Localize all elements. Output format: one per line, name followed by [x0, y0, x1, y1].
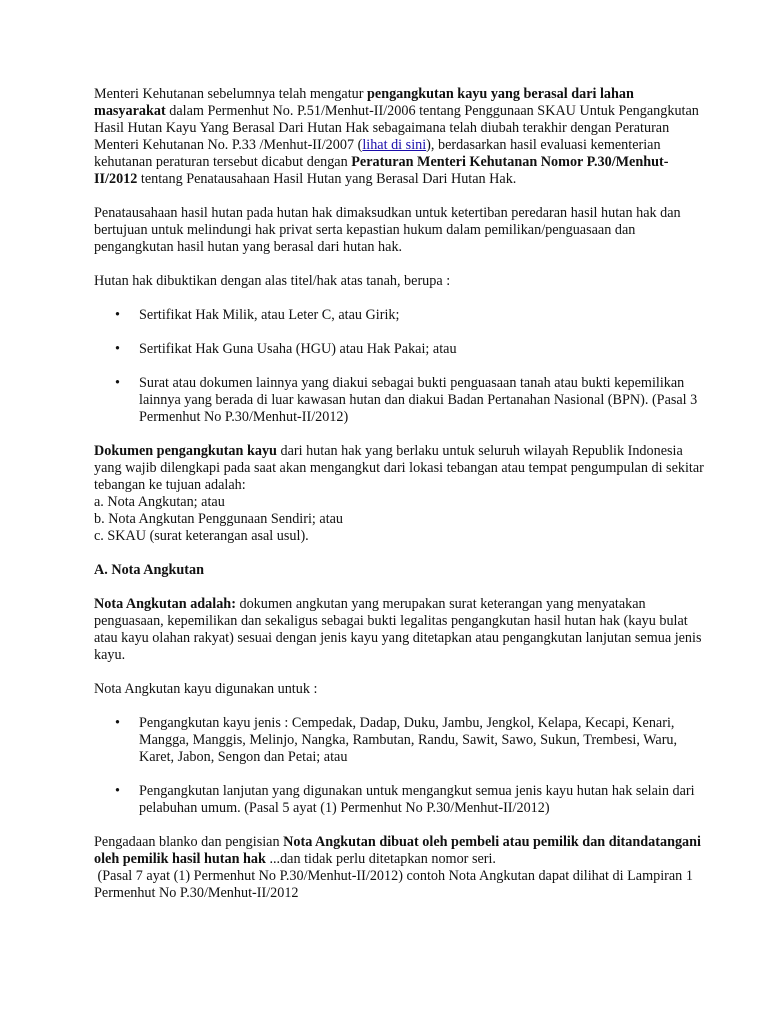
paragraph-nota-definition [94, 596, 704, 664]
bold-text: pengangkutan kayu yang berasal dari lahan masyarakat [94, 86, 634, 119]
bold-text: Dokumen pengangkutan kayu [94, 443, 277, 459]
list-item-text: Sertifikat Hak Guna Usaha (HGU) atau Hak Pakai; atau [139, 341, 457, 357]
list-item-text: Pengangkutan kayu jenis : Cempedak, Dadap, Duku, Jambu, Jengkol, Kelapa, Kecapi, Kenari, Mangga, Manggis, Melinjo, Nangka, Rambutan, Randu, Sawit, Sawo, Sukun, Trembesi, Waru, Karet, Jabon, Sengon dan Petai; atau [139, 715, 678, 765]
list-item [94, 307, 704, 324]
land-title-list [94, 307, 704, 426]
paragraph-hutan-hak: Hutan hak dibuktikan dengan alas titel/hak atas tanah, berupa : [94, 273, 451, 289]
list-item [94, 715, 704, 766]
bold-text: Nota Angkutan dibuat oleh pembeli atau pemilik dan ditandatangani oleh pemilik hasil hutan hak [94, 834, 701, 867]
nota-usage-list [94, 715, 704, 817]
list-item-text: Sertifikat Hak Milik, atau Leter C, atau Girik; [139, 307, 400, 323]
section-heading: A. Nota Angkutan [94, 562, 204, 578]
bullet-icon: • [115, 375, 120, 391]
bold-text: Peraturan Menteri Kehutanan Nomor P.30/Menhut-II/2012 [94, 154, 669, 187]
see-here-link[interactable]: lihat di sini [362, 137, 427, 153]
paragraph-nota-usage: Nota Angkutan kayu digunakan untuk : [94, 681, 318, 697]
document-option: a. Nota Angkutan; atau [94, 494, 225, 510]
list-item [94, 783, 704, 817]
paragraph-penatausahaan: Penatausahaan hasil hutan pada hutan hak dimaksudkan untuk ketertiban peredaran hasil hutan hak dan bertujuan untuk melindungi hak privat serta kepastian hukum dalam pemilikan/penguasaan dan pengangkutan hasil hutan yang berasal dari hutan hak. [94, 205, 681, 255]
text: Pengadaan blanko dan pengisian [94, 834, 284, 850]
list-item [94, 375, 704, 426]
paragraph-intro [94, 86, 704, 188]
list-item [94, 341, 704, 358]
bold-text: Nota Angkutan adalah: [94, 596, 236, 612]
bullet-icon: • [115, 783, 120, 799]
document-option: c. SKAU (surat keterangan asal usul). [94, 528, 309, 544]
text: ), berdasarkan hasil evaluasi kementerian kehutanan peraturan tersebut dicabut dengan [94, 137, 661, 170]
text: (Pasal 7 ayat (1) Permenhut No P.30/Menhut-II/2012) contoh Nota Angkutan dapat dilihat di Lampiran 1 Permenhut No P.30/Menhut-II/2012 [94, 868, 697, 901]
list-item-text: Surat atau dokumen lainnya yang diakui sebagai bukti penguasaan tanah atau bukti kepemilikan lainnya yang berada di luar kawasan hutan dan diakui Badan Pertanahan Nasional (BPN). (Pasal 3 Permenhut No P.30/Menhut-II/2012) [139, 375, 698, 425]
document-option: b. Nota Angkutan Penggunaan Sendiri; atau [94, 511, 344, 527]
text: dari hutan hak yang berlaku untuk seluruh wilayah Republik Indonesia yang wajib dilengkapi pada saat akan mengangkut dari lokasi tebangan atau tempat pengumpulan di sekitar tebangan ke tujuan adalah: [94, 443, 704, 493]
bullet-icon: • [115, 715, 120, 731]
text: tentang Penatausahaan Hasil Hutan yang Berasal Dari Hutan Hak. [137, 171, 517, 187]
text: ...dan tidak perlu ditetapkan nomor seri. [265, 851, 496, 867]
bullet-icon: • [115, 341, 120, 357]
text: dalam Permenhut No. P.51/Menhut-II/2006 tentang Penggunaan SKAU Untuk Pengangkutan Hasil Hutan Kayu Yang Berasal Dari Hutan Hak sebagaimana telah diubah terakhir dengan Peraturan Menteri Kehutanan No. P.33 /Menhut-II/2007 ( [94, 103, 699, 153]
text: Menteri Kehutanan sebelumnya telah mengatur [94, 86, 368, 102]
list-item-text: Pengangkutan lanjutan yang digunakan untuk mengangkut semua jenis kayu hutan hak selain dari pelabuhan umum. (Pasal 5 ayat (1) Permenhut No P.30/Menhut-II/2012) [139, 783, 695, 816]
text: dokumen angkutan yang merupakan surat keterangan yang menyatakan penguasaan, kepemilikan dan sekaligus sebagai bukti legalitas pengangkutan hasil hutan hak (kayu bulat atau kayu olahan rakyat) sesuai dengan jenis kayu yang ditetapkan atau pengangkutan lanjutan semua jenis kayu. [94, 596, 702, 663]
bullet-icon: • [115, 307, 120, 323]
paragraph-dokumen [94, 443, 704, 545]
paragraph-pengadaan [94, 834, 704, 902]
